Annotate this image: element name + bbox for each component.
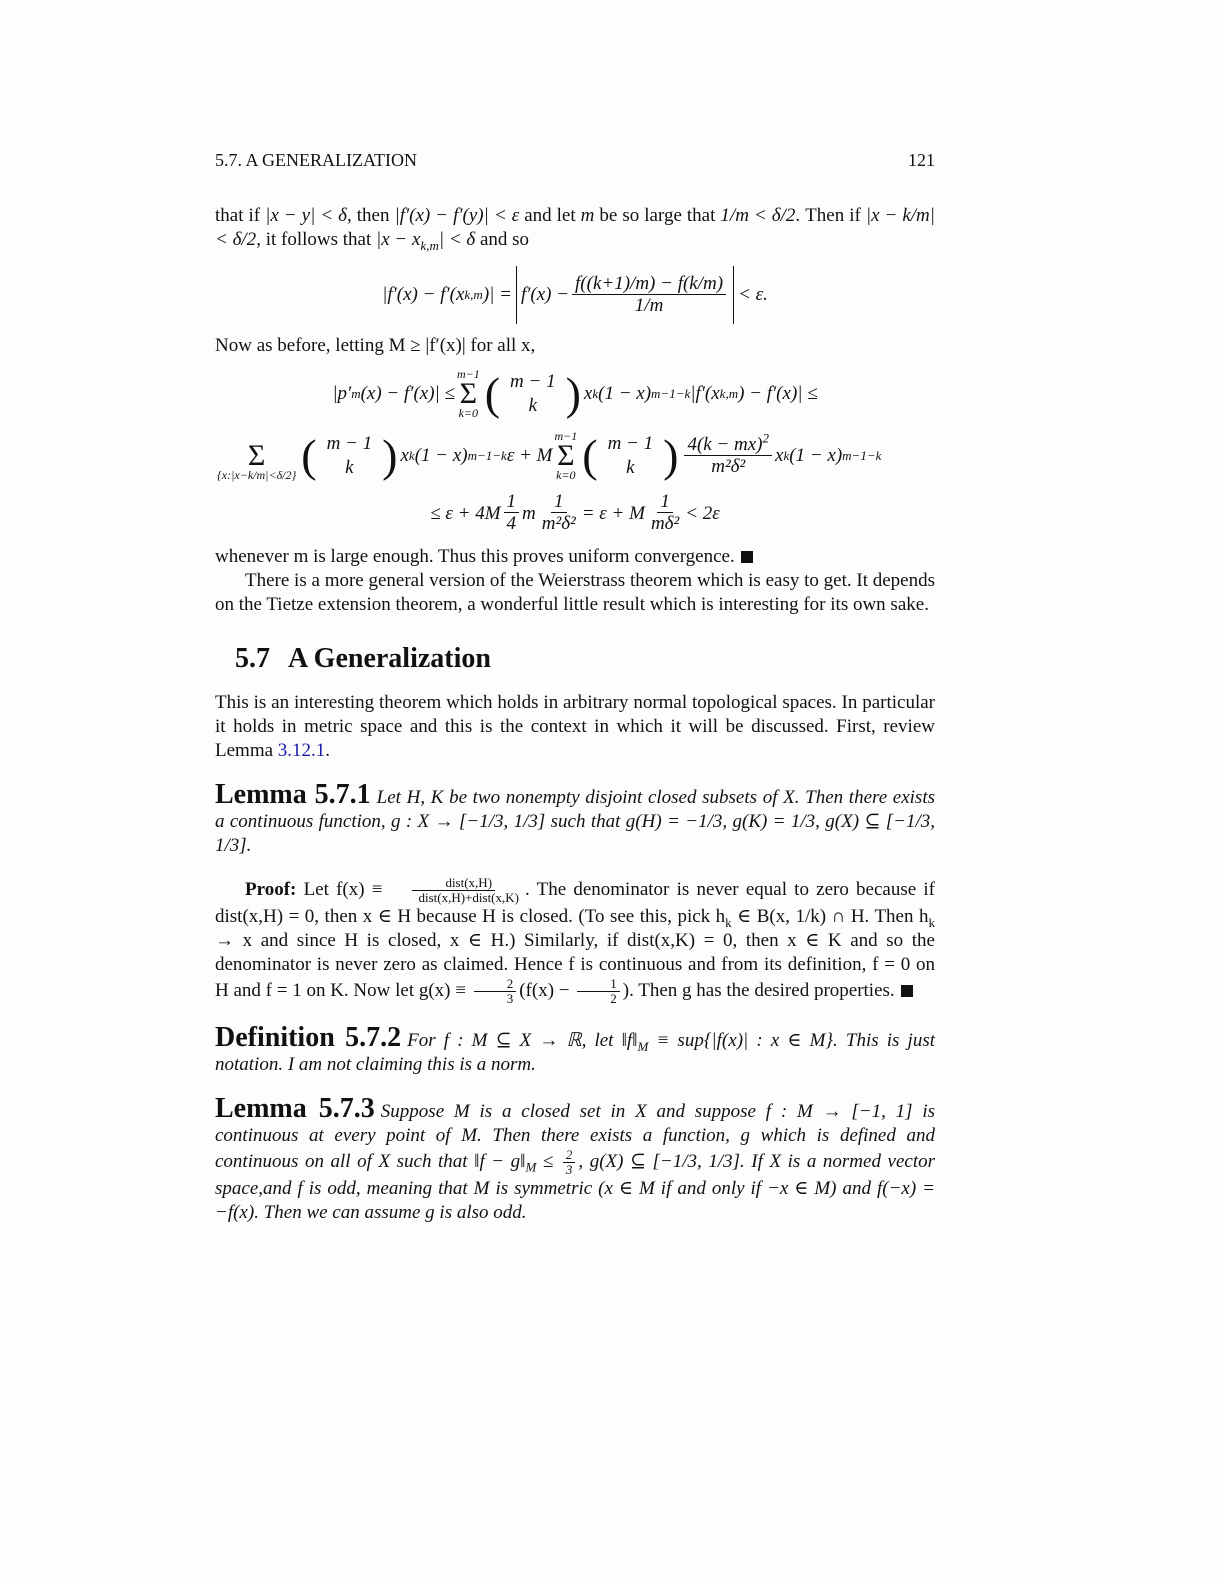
lemma-5-7-1: Lemma 5.7.1 Let H, K be two nonempty disjoint closed subsets of X. Then there exists a continuous function, g : X → [−1/3, 1/3] such that g(H) = −1/3, g(K) = 1/3, g(X) ⊆ [−1/3, 1/3]. [215, 779, 935, 856]
section-heading: 5.7 A Generalization [235, 643, 491, 674]
page-body [215, 204, 935, 1225]
equation-1: |f′(x) − f′(x k,m )| = f′(x) − $\frac{f((k+1)/m) - f(k/m)}{1/m}$ < ε. [215, 266, 935, 324]
equation-3: Σ {x:|x−k/m|<δ/2} ( m − 1 k ) x k (1 − x) m−1−k ε + M m−1 Σ k=0 ( m − 1 k ) $\frac{4(k - mx)^2}{\text{m²δ²}}$ x k (1 − x) m−1−k [217, 429, 882, 482]
paragraph-intro: that if |x − y| < δ, then |f′(x) − f′(y)| < ε and let m be so large that 1/m < δ/2. Then if |x − k/m| < δ/2, it follows that $|x - x_{k,m}| < \delta$ and so [215, 205, 936, 253]
qed-square-icon [741, 551, 753, 563]
lemma-heading: Lemma 5.7.3 [215, 1093, 375, 1124]
paragraph-now-as-before: Now as before, letting M ≥ |f′(x)| for all x, [215, 335, 536, 356]
paragraph-normal-spaces: This is an interesting theorem which holds in arbitrary normal topological spaces. In particular it holds in metric space and this is the context in which it will be discussed. First, review Lemma 3.12.1. [215, 692, 935, 761]
proof-block: Proof: Let f(x) ≡ $\frac{\text{dist(x,H)}}{\text{dist(x,H)+dist(x,K)}}$ . The denominator is never equal to zero because if dist(x,H) = 0, then x ∈ H because H is closed. (To see this, pick $h_k$ ∈ B(x, 1/k) ∩ H. Then $h_k \to x$ and since H is closed, x ∈ H.) Similarly, if dist(x,K) = 0, then x ∈ K and so the denominator is never zero as claimed. Hence f is continuous and from its definition, f = 0 on H and f = 1 on K. Now let g(x) ≡ $\frac{2}{3}$ (f(x) − $\frac{1}{2}$ ). Then g has the desired properties. [215, 875, 935, 1006]
equation-4: ≤ ε + 4M $\frac{1}{4}$ m $\frac{1}{\text{m²δ²}}$ = ε + M $\frac{1}{\text{mδ²}}$ < 2ε [430, 491, 720, 534]
page-number: 121 [908, 150, 935, 170]
header-section: 5.7. A GENERALIZATION [215, 150, 417, 170]
lemma-5-7-3: Lemma 5.7.3 Suppose M is a closed set in X and suppose f : M → [−1, 1] is continuous at every point of M. Then there exists a function, g which is defined and continuous on all of X such that ‖f − $g‖_M$ ≤ $\frac{2}{3}$ , g(X) ⊆ [−1/3, 1/3]. If X is a normed vector space,and f is odd, meaning that M is symmetric (x ∈ M if and only if −x ∈ M) and f(−x) = −f(x). Then we can assume g is also odd. [215, 1093, 935, 1223]
lemma-link[interactable]: 3.12.1 [277, 740, 326, 761]
paragraph-weierstrass: There is a more general version of the Weierstrass theorem which is easy to get. It depends on the Tietze extension theorem, a wonderful little result which is interesting for its own sake. [215, 570, 935, 615]
lemma-heading: Lemma 5.7.1 [215, 779, 371, 810]
equation-2: |p′ m (x) − f′(x)| ≤ m−1 Σ k=0 ( m − 1 k ) x k (1 − x) m−1−k |f′(x k,m ) − f′(x)| ≤ [332, 367, 818, 420]
definition-heading: Definition 5.7.2 [215, 1022, 402, 1053]
paragraph-uniform-convergence: whenever m is large enough. Thus this proves uniform convergence. [215, 545, 935, 569]
definition-5-7-2: Definition 5.7.2 For f : M ⊆ X → ℝ, let $‖f‖_M \equiv sup\{|f(x)|$ : x ∈ M}. This is just notation. I am not claiming this is a norm. [215, 1022, 935, 1075]
qed-square-icon [901, 985, 913, 997]
running-header [215, 148, 935, 172]
